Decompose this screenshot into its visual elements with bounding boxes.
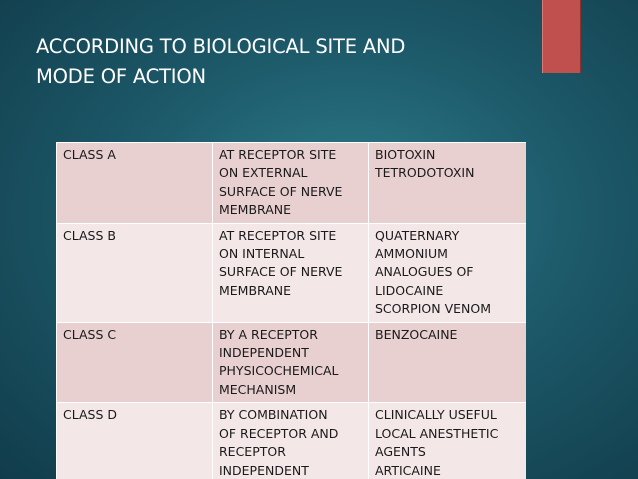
example-line: LOCAL ANESTHETIC (375, 425, 499, 441)
examples-cell (369, 322, 527, 403)
example-line: AMMONIUM (375, 246, 448, 262)
site-line: AT RECEPTOR SITE (219, 147, 337, 162)
example-line: BIOTOXIN (375, 147, 436, 162)
example-line: QUATERNARY (375, 227, 460, 243)
table-row (57, 223, 527, 322)
example-line: CLINICALLY USEFUL (375, 407, 497, 423)
site-line: SURFACE OF NERVE (219, 183, 343, 199)
site-cell (213, 322, 369, 403)
examples-cell (369, 223, 527, 322)
class-cell (57, 403, 213, 479)
site-line: BY A RECEPTOR (219, 326, 318, 342)
site-line: AT RECEPTOR SITE (219, 227, 337, 243)
site-cell (213, 143, 369, 224)
site-line: RECEPTOR (219, 444, 286, 460)
class-cell (57, 223, 213, 322)
accent-bar (542, 0, 581, 73)
site-line: INDEPENDENT (219, 345, 309, 361)
site-cell (213, 403, 369, 479)
table-row (57, 322, 527, 403)
example-line: LIDOCAINE (375, 282, 444, 298)
table-row (57, 143, 527, 224)
slide-title (36, 32, 516, 92)
site-line: MEMBRANE (219, 202, 292, 218)
site-line: OF RECEPTOR AND (219, 425, 339, 441)
site-line: ON INTERNAL (219, 246, 305, 262)
examples-cell (369, 403, 527, 479)
site-line: MECHANISM (219, 381, 297, 397)
site-line: PHYSICOCHEMICAL (219, 363, 339, 379)
class-label: CLASS A (63, 147, 116, 162)
example-line: ANALOGUES OF (375, 264, 474, 280)
examples-cell (369, 143, 527, 224)
site-line: INDEPENDENT (219, 462, 309, 478)
example-line: TETRODOTOXIN (375, 165, 475, 181)
slide-title-line-2: MODE OF ACTION (36, 65, 206, 88)
class-label: CLASS B (63, 227, 116, 243)
example-line: BENZOCAINE (375, 326, 458, 342)
site-line: ON EXTERNAL (219, 165, 308, 181)
site-line: BY COMBINATION (219, 407, 328, 423)
example-line: SCORPION VENOM (375, 301, 491, 317)
classification-table-container (56, 142, 526, 479)
classification-table (56, 142, 526, 479)
example-line: AGENTS (375, 444, 426, 460)
class-label: CLASS D (63, 407, 117, 423)
site-line: MEMBRANE (219, 282, 292, 298)
site-cell (213, 223, 369, 322)
class-cell (57, 143, 213, 224)
site-line: SURFACE OF NERVE (219, 264, 343, 280)
table-row (57, 403, 527, 479)
slide-title-line-1: ACCORDING TO BIOLOGICAL SITE AND (36, 35, 406, 58)
class-cell (57, 322, 213, 403)
example-line: ARTICAINE (375, 462, 441, 478)
class-label: CLASS C (63, 326, 117, 342)
